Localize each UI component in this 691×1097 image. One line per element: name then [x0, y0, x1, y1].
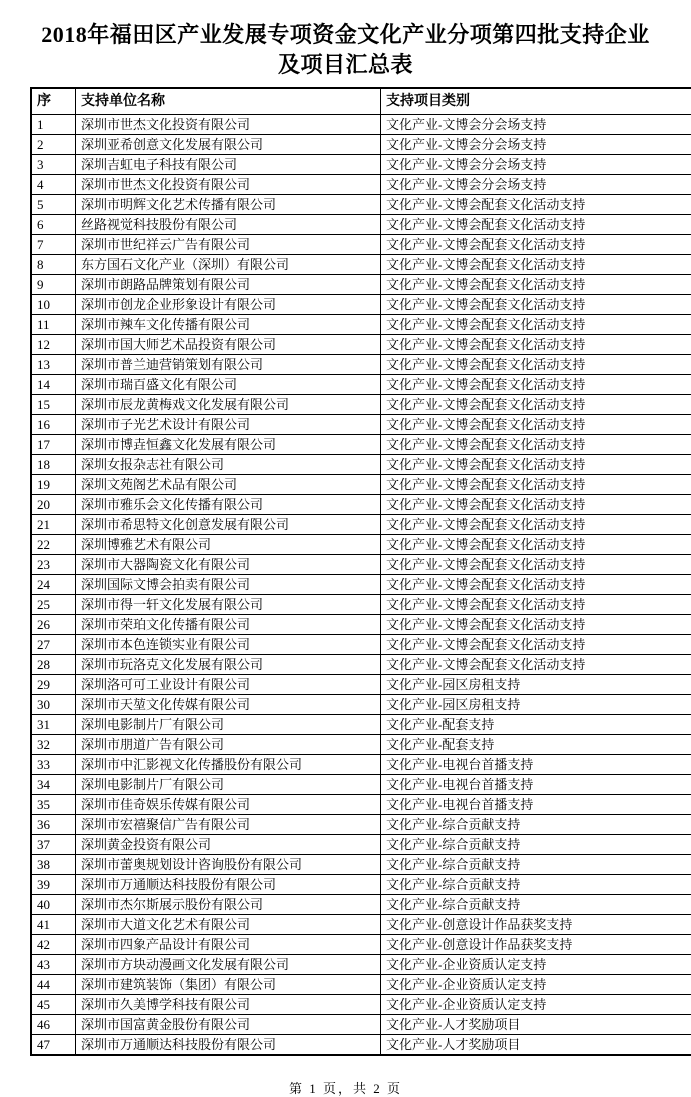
cell-name: 深圳市得一轩文化发展有限公司: [76, 595, 381, 615]
cell-category: 文化产业-人才奖励项目: [381, 1015, 691, 1035]
cell-no: 44: [31, 975, 76, 995]
table-row: [31, 355, 691, 375]
cell-no: 41: [31, 915, 76, 935]
cell-name: 深圳电影制片厂有限公司: [76, 715, 381, 735]
cell-name: 深圳市建筑装饰（集团）有限公司: [76, 975, 381, 995]
cell-no: 19: [31, 475, 76, 495]
table-row: [31, 475, 691, 495]
table-row: [31, 755, 691, 775]
table-row: [31, 835, 691, 855]
cell-name: 深圳市雅乐会文化传播有限公司: [76, 495, 381, 515]
cell-name: 深圳市明辉文化艺术传播有限公司: [76, 195, 381, 215]
cell-name: 深圳市创龙企业形象设计有限公司: [76, 295, 381, 315]
table-row: [31, 315, 691, 335]
table-row: [31, 555, 691, 575]
table-row: [31, 715, 691, 735]
cell-no: 13: [31, 355, 76, 375]
cell-no: 8: [31, 255, 76, 275]
table-row: [31, 215, 691, 235]
cell-name: 深圳女报杂志社有限公司: [76, 455, 381, 475]
cell-category: 文化产业-企业资质认定支持: [381, 955, 691, 975]
cell-name: 深圳市玩洛克文化发展有限公司: [76, 655, 381, 675]
table-row: [31, 115, 691, 135]
cell-name: 深圳市普兰迪营销策划有限公司: [76, 355, 381, 375]
cell-category: 文化产业-园区房租支持: [381, 675, 691, 695]
table-row: [31, 1015, 691, 1035]
table-row: [31, 635, 691, 655]
cell-category: 文化产业-文博会配套文化活动支持: [381, 495, 691, 515]
cell-name: 深圳市子光艺术设计有限公司: [76, 415, 381, 435]
cell-no: 32: [31, 735, 76, 755]
cell-name: 深圳市国富黄金股份有限公司: [76, 1015, 381, 1035]
cell-name: 深圳市辣车文化传播有限公司: [76, 315, 381, 335]
cell-name: 深圳洛可可工业设计有限公司: [76, 675, 381, 695]
cell-category: 文化产业-企业资质认定支持: [381, 995, 691, 1015]
cell-category: 文化产业-创意设计作品获奖支持: [381, 935, 691, 955]
cell-no: 3: [31, 155, 76, 175]
cell-no: 15: [31, 395, 76, 415]
page-title: 2018年福田区产业发展专项资金文化产业分项第四批支持企业及项目汇总表: [34, 20, 657, 79]
cell-name: 深圳市蕾奥规划设计咨询股份有限公司: [76, 855, 381, 875]
cell-category: 文化产业-文博会配套文化活动支持: [381, 315, 691, 335]
cell-name: 深圳市中汇影视文化传播股份有限公司: [76, 755, 381, 775]
table-row: [31, 695, 691, 715]
cell-name: 深圳市方块动漫画文化发展有限公司: [76, 955, 381, 975]
cell-category: 文化产业-文博会配套文化活动支持: [381, 515, 691, 535]
cell-category: 文化产业-配套支持: [381, 735, 691, 755]
cell-no: 36: [31, 815, 76, 835]
table-row: [31, 395, 691, 415]
cell-category: 文化产业-文博会配套文化活动支持: [381, 415, 691, 435]
table-row: [31, 235, 691, 255]
table-row: [31, 875, 691, 895]
cell-no: 12: [31, 335, 76, 355]
cell-no: 38: [31, 855, 76, 875]
table-row: [31, 135, 691, 155]
cell-no: 16: [31, 415, 76, 435]
cell-name: 深圳亚希创意文化发展有限公司: [76, 135, 381, 155]
cell-name: 深圳市辰龙黄梅戏文化发展有限公司: [76, 395, 381, 415]
table-row: [31, 935, 691, 955]
cell-category: 文化产业-文博会配套文化活动支持: [381, 275, 691, 295]
cell-category: 文化产业-电视台首播支持: [381, 775, 691, 795]
cell-category: 文化产业-文博会分会场支持: [381, 115, 691, 135]
cell-category: 文化产业-文博会配套文化活动支持: [381, 455, 691, 475]
cell-category: 文化产业-文博会分会场支持: [381, 155, 691, 175]
table-row: [31, 1035, 691, 1056]
cell-no: 18: [31, 455, 76, 475]
table-row: [31, 195, 691, 215]
cell-no: 21: [31, 515, 76, 535]
cell-category: 文化产业-文博会配套文化活动支持: [381, 555, 691, 575]
table-row: [31, 335, 691, 355]
cell-no: 31: [31, 715, 76, 735]
cell-no: 7: [31, 235, 76, 255]
table-row: [31, 435, 691, 455]
cell-name: 深圳市世杰文化投资有限公司: [76, 175, 381, 195]
cell-name: 深圳国际文博会拍卖有限公司: [76, 575, 381, 595]
cell-no: 27: [31, 635, 76, 655]
cell-no: 10: [31, 295, 76, 315]
cell-no: 30: [31, 695, 76, 715]
cell-name: 深圳市久美博学科技有限公司: [76, 995, 381, 1015]
cell-no: 24: [31, 575, 76, 595]
cell-category: 文化产业-综合贡献支持: [381, 835, 691, 855]
table-row: [31, 915, 691, 935]
cell-category: 文化产业-文博会配套文化活动支持: [381, 635, 691, 655]
cell-no: 6: [31, 215, 76, 235]
cell-category: 文化产业-配套支持: [381, 715, 691, 735]
cell-name: 深圳市本色连锁实业有限公司: [76, 635, 381, 655]
cell-no: 43: [31, 955, 76, 975]
cell-category: 文化产业-文博会配套文化活动支持: [381, 375, 691, 395]
cell-no: 17: [31, 435, 76, 455]
cell-category: 文化产业-文博会配套文化活动支持: [381, 535, 691, 555]
table-row: [31, 895, 691, 915]
table-row: [31, 515, 691, 535]
table-row: [31, 415, 691, 435]
cell-category: 文化产业-企业资质认定支持: [381, 975, 691, 995]
table-body: [31, 115, 691, 1056]
cell-category: 文化产业-文博会分会场支持: [381, 175, 691, 195]
cell-name: 深圳市天堃文化传媒有限公司: [76, 695, 381, 715]
table-row: [31, 255, 691, 275]
table-row: [31, 735, 691, 755]
table-row: [31, 795, 691, 815]
cell-name: 深圳市四象产品设计有限公司: [76, 935, 381, 955]
cell-category: 文化产业-综合贡献支持: [381, 895, 691, 915]
cell-name: 深圳市万通顺达科技股份有限公司: [76, 1035, 381, 1056]
cell-name: 深圳市宏禧聚信广告有限公司: [76, 815, 381, 835]
cell-name: 深圳文苑阁艺术品有限公司: [76, 475, 381, 495]
cell-no: 35: [31, 795, 76, 815]
table-row: [31, 575, 691, 595]
table-header-row: [31, 88, 691, 115]
cell-no: 22: [31, 535, 76, 555]
cell-name: 深圳黄金投资有限公司: [76, 835, 381, 855]
cell-name: 深圳市万通顺达科技股份有限公司: [76, 875, 381, 895]
cell-category: 文化产业-文博会配套文化活动支持: [381, 595, 691, 615]
cell-no: 14: [31, 375, 76, 395]
cell-name: 深圳市博垚恒鑫文化发展有限公司: [76, 435, 381, 455]
table-row: [31, 175, 691, 195]
cell-category: 文化产业-文博会配套文化活动支持: [381, 255, 691, 275]
cell-name: 深圳市朋道广告有限公司: [76, 735, 381, 755]
cell-category: 文化产业-文博会配套文化活动支持: [381, 435, 691, 455]
cell-no: 46: [31, 1015, 76, 1035]
cell-name: 深圳市大道文化艺术有限公司: [76, 915, 381, 935]
cell-no: 42: [31, 935, 76, 955]
cell-name: 深圳市瑞百盛文化有限公司: [76, 375, 381, 395]
cell-no: 28: [31, 655, 76, 675]
cell-no: 20: [31, 495, 76, 515]
cell-no: 33: [31, 755, 76, 775]
table-row: [31, 155, 691, 175]
table-row: [31, 595, 691, 615]
table-row: [31, 295, 691, 315]
column-header-category: 支持项目类别: [381, 88, 691, 115]
cell-no: 29: [31, 675, 76, 695]
cell-category: 文化产业-电视台首播支持: [381, 755, 691, 775]
cell-no: 26: [31, 615, 76, 635]
cell-category: 文化产业-综合贡献支持: [381, 875, 691, 895]
cell-no: 2: [31, 135, 76, 155]
cell-category: 文化产业-综合贡献支持: [381, 815, 691, 835]
page-number: 第 1 页，共 2 页: [0, 1078, 691, 1097]
table-row: [31, 495, 691, 515]
table-row: [31, 675, 691, 695]
cell-no: 9: [31, 275, 76, 295]
cell-no: 45: [31, 995, 76, 1015]
cell-name: 深圳吉虹电子科技有限公司: [76, 155, 381, 175]
cell-no: 23: [31, 555, 76, 575]
cell-category: 文化产业-园区房租支持: [381, 695, 691, 715]
table-row: [31, 615, 691, 635]
cell-category: 文化产业-综合贡献支持: [381, 855, 691, 875]
cell-no: 39: [31, 875, 76, 895]
cell-no: 5: [31, 195, 76, 215]
cell-no: 47: [31, 1035, 76, 1056]
table-row: [31, 535, 691, 555]
cell-category: 文化产业-文博会配套文化活动支持: [381, 215, 691, 235]
cell-category: 文化产业-文博会配套文化活动支持: [381, 615, 691, 635]
table-row: [31, 455, 691, 475]
document-page: [0, 20, 691, 1086]
summary-table: [30, 87, 691, 1056]
cell-name: 深圳市佳奇娱乐传媒有限公司: [76, 795, 381, 815]
cell-name: 深圳市国大师艺术品投资有限公司: [76, 335, 381, 355]
table-row: [31, 955, 691, 975]
table-row: [31, 275, 691, 295]
column-header-name: 支持单位名称: [76, 88, 381, 115]
table-row: [31, 855, 691, 875]
cell-name: 深圳市世纪祥云广告有限公司: [76, 235, 381, 255]
table-row: [31, 375, 691, 395]
cell-name: 东方国石文化产业（深圳）有限公司: [76, 255, 381, 275]
cell-category: 文化产业-电视台首播支持: [381, 795, 691, 815]
cell-category: 文化产业-人才奖励项目: [381, 1035, 691, 1056]
cell-no: 25: [31, 595, 76, 615]
cell-category: 文化产业-文博会配套文化活动支持: [381, 475, 691, 495]
cell-category: 文化产业-文博会配套文化活动支持: [381, 335, 691, 355]
cell-category: 文化产业-文博会配套文化活动支持: [381, 235, 691, 255]
cell-name: 深圳电影制片厂有限公司: [76, 775, 381, 795]
cell-name: 深圳市荣珀文化传播有限公司: [76, 615, 381, 635]
table-header: [31, 88, 691, 115]
table-row: [31, 815, 691, 835]
cell-no: 37: [31, 835, 76, 855]
cell-name: 深圳市希思特文化创意发展有限公司: [76, 515, 381, 535]
cell-name: 深圳市朗路品牌策划有限公司: [76, 275, 381, 295]
cell-category: 文化产业-文博会配套文化活动支持: [381, 395, 691, 415]
cell-name: 深圳市世杰文化投资有限公司: [76, 115, 381, 135]
cell-no: 1: [31, 115, 76, 135]
cell-category: 文化产业-创意设计作品获奖支持: [381, 915, 691, 935]
cell-category: 文化产业-文博会配套文化活动支持: [381, 195, 691, 215]
cell-name: 深圳博雅艺术有限公司: [76, 535, 381, 555]
column-header-no: 序: [31, 88, 76, 115]
cell-no: 11: [31, 315, 76, 335]
cell-no: 40: [31, 895, 76, 915]
cell-category: 文化产业-文博会分会场支持: [381, 135, 691, 155]
table-row: [31, 995, 691, 1015]
cell-category: 文化产业-文博会配套文化活动支持: [381, 295, 691, 315]
cell-name: 深圳市杰尔斯展示股份有限公司: [76, 895, 381, 915]
cell-name: 丝路视觉科技股份有限公司: [76, 215, 381, 235]
cell-category: 文化产业-文博会配套文化活动支持: [381, 575, 691, 595]
table-row: [31, 655, 691, 675]
cell-name: 深圳市大器陶瓷文化有限公司: [76, 555, 381, 575]
cell-category: 文化产业-文博会配套文化活动支持: [381, 655, 691, 675]
table-row: [31, 775, 691, 795]
cell-no: 4: [31, 175, 76, 195]
table-row: [31, 975, 691, 995]
cell-category: 文化产业-文博会配套文化活动支持: [381, 355, 691, 375]
cell-no: 34: [31, 775, 76, 795]
